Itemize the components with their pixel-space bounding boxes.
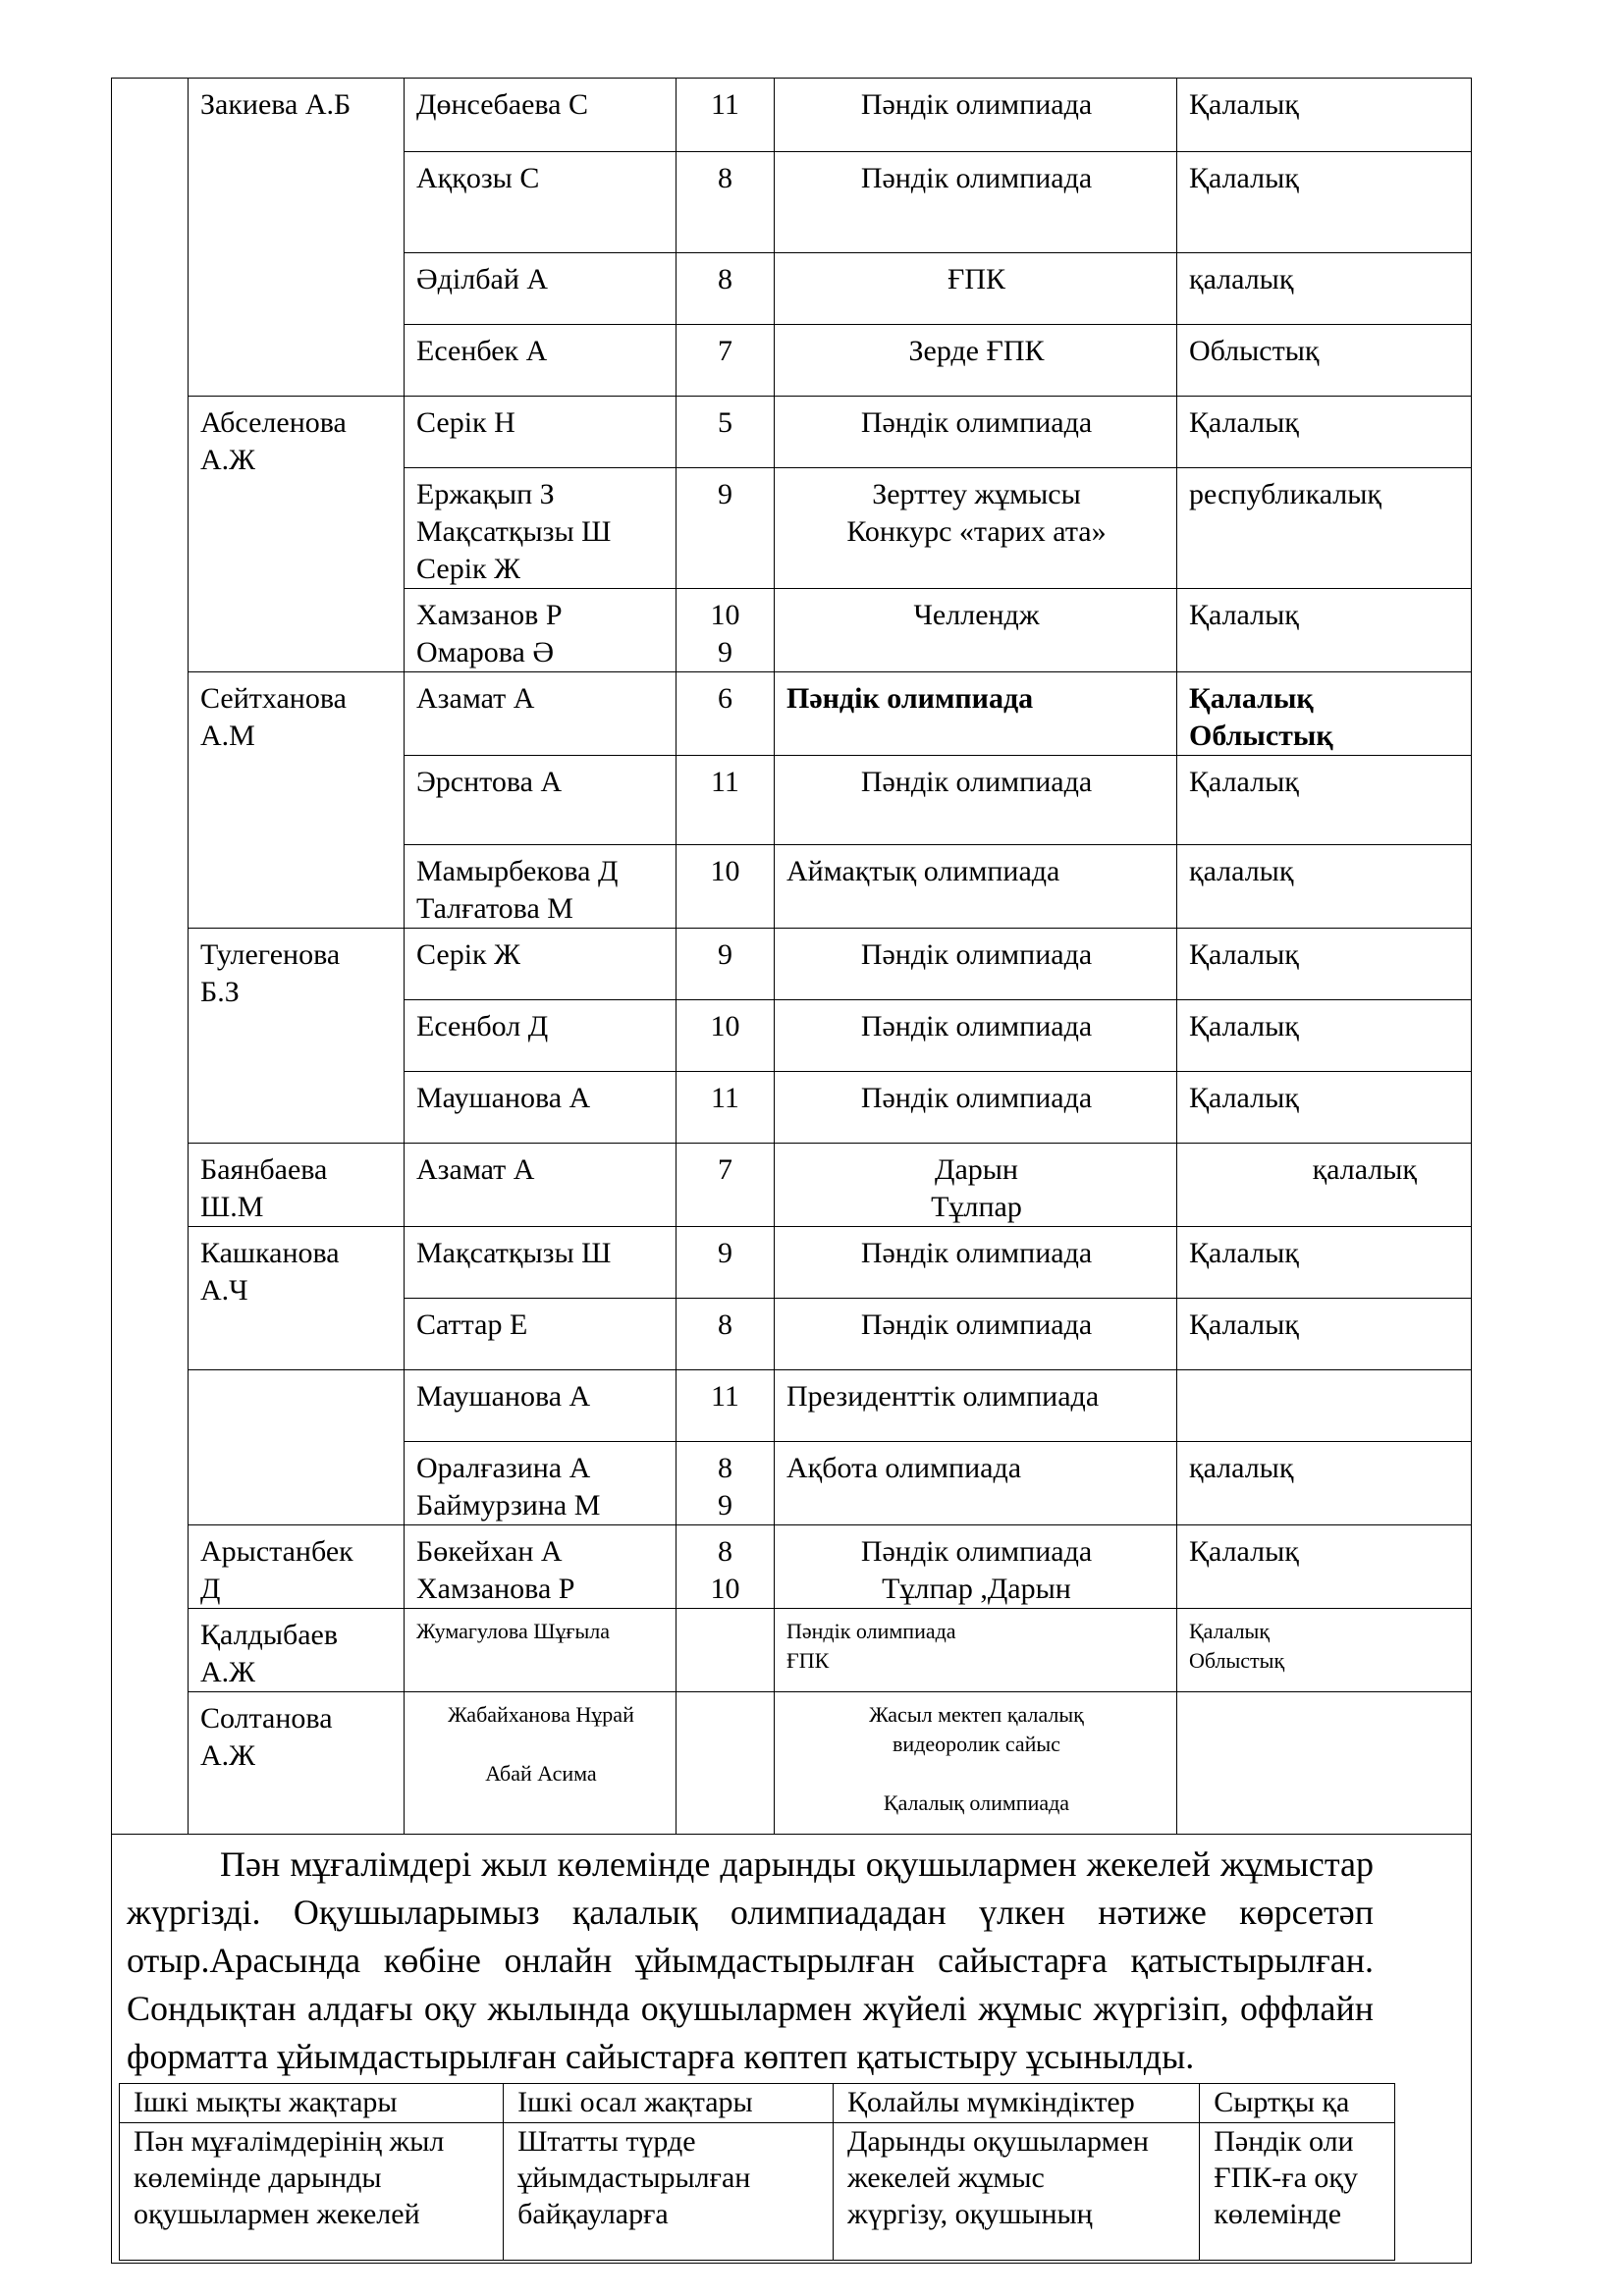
cell-line: Қалалық xyxy=(1189,938,1299,971)
cell-line: Абселенова xyxy=(200,406,347,439)
table-row xyxy=(112,1144,1472,1227)
cell-line: Пәндік олимпиада xyxy=(860,938,1093,971)
level-cell xyxy=(1177,397,1472,468)
teacher-cell xyxy=(189,1370,405,1525)
cell-line: ҒПК xyxy=(786,1648,830,1673)
table-row xyxy=(112,79,1472,152)
cell-line: қалалық xyxy=(1189,855,1294,887)
cell-line: 7 xyxy=(718,1153,732,1186)
cell-line: Жасыл мектеп қалалық xyxy=(869,1702,1084,1727)
cell-line: республикалық xyxy=(1189,478,1381,510)
cell-line: Хамзанова Р xyxy=(416,1573,575,1605)
cell-line: Эрснтова А xyxy=(416,766,563,798)
cell-line: Тұлпар ,Дарын xyxy=(882,1573,1071,1605)
swot-header-weaknesses: Ішкі осал жақтары xyxy=(504,2084,834,2123)
cell-line: Қалалық xyxy=(1189,406,1299,439)
cell-line: Пәндік олимпиада xyxy=(786,1619,956,1643)
cell-line: Есенбек А xyxy=(416,335,548,367)
cell-line: Жумагулова Шұғыла xyxy=(416,1619,611,1643)
teacher-cell xyxy=(189,1692,405,1835)
event-cell xyxy=(775,589,1177,672)
student-name-cell xyxy=(405,1370,677,1442)
grade-cell xyxy=(677,79,775,152)
cell-line xyxy=(416,1730,666,1759)
cell-line: Ержақып З xyxy=(416,478,555,510)
level-cell xyxy=(1177,1609,1472,1692)
student-name-cell xyxy=(405,1525,677,1609)
swot-line: Пәндік оли xyxy=(1214,2125,1354,2158)
event-cell xyxy=(775,1227,1177,1299)
swot-line: Штатты түрде xyxy=(517,2125,696,2158)
cell-line: А.Ж xyxy=(200,444,256,476)
table-row xyxy=(112,1609,1472,1692)
cell-line: Қалалық xyxy=(1189,88,1299,121)
cell-line: Б.З xyxy=(200,976,240,1008)
level-cell xyxy=(1177,253,1472,325)
cell-line: Солтанова xyxy=(200,1702,333,1735)
cell-line: 11 xyxy=(711,1380,739,1413)
level-cell xyxy=(1177,468,1472,589)
grade-cell xyxy=(677,1299,775,1370)
cell-line: Мақсатқызы Ш xyxy=(416,515,612,548)
cell-line: 8 xyxy=(718,1452,732,1484)
cell-line: Омарова Ә xyxy=(416,636,555,668)
event-cell xyxy=(775,79,1177,152)
cell-line: А.М xyxy=(200,720,255,752)
level-cell xyxy=(1177,1299,1472,1370)
cell-line: А.Ч xyxy=(200,1274,248,1307)
level-cell xyxy=(1177,1442,1472,1525)
cell-line: Облыстық xyxy=(1189,335,1320,367)
cell-line: 8 xyxy=(718,162,732,194)
cell-line: Қалалық олимпиада xyxy=(883,1790,1070,1815)
swot-line: жүргізу, оқушының xyxy=(847,2198,1093,2230)
student-name-cell xyxy=(405,152,677,253)
cell-line: 11 xyxy=(711,1082,739,1114)
cell-line: Есенбол Д xyxy=(416,1010,549,1042)
grade-cell xyxy=(677,325,775,397)
cell-line: Қалалық xyxy=(1189,1619,1271,1643)
cell-line: Пәндік олимпиада xyxy=(860,766,1093,798)
cell-line: Ш.М xyxy=(200,1191,264,1223)
grade-cell xyxy=(677,1442,775,1525)
grade-cell xyxy=(677,1370,775,1442)
cell-line: қалалық xyxy=(1189,1452,1294,1484)
swot-line: ҒПК-ға оқу xyxy=(1214,2162,1358,2194)
grade-cell xyxy=(677,672,775,756)
grade-cell xyxy=(677,1144,775,1227)
table-row xyxy=(112,1370,1472,1442)
cell-line: Конкурс «тарих ата» xyxy=(846,515,1107,548)
level-cell xyxy=(1177,1525,1472,1609)
cell-line: Қалалық xyxy=(1189,1535,1299,1568)
student-name-cell xyxy=(405,1144,677,1227)
cell-line: Жабайханова Нұрай xyxy=(448,1702,634,1727)
cell-line: Аққозы С xyxy=(416,162,540,194)
cell-line: 6 xyxy=(718,682,732,715)
swot-cell-opportunities xyxy=(834,2123,1200,2261)
event-cell xyxy=(775,152,1177,253)
left-margin-cell xyxy=(112,79,189,1835)
cell-line: Дөнсебаева С xyxy=(416,88,589,121)
cell-line: 8 xyxy=(718,1308,732,1341)
swot-cell-threats xyxy=(1200,2123,1395,2261)
cell-line: Қалалық xyxy=(1189,1082,1299,1114)
grade-cell xyxy=(677,468,775,589)
student-name-cell xyxy=(405,1000,677,1072)
event-cell xyxy=(775,468,1177,589)
student-name-cell xyxy=(405,929,677,1000)
cell-line: Аймақтық олимпиада xyxy=(786,855,1060,887)
table-row xyxy=(112,672,1472,756)
teacher-cell xyxy=(189,1144,405,1227)
level-cell xyxy=(1177,152,1472,253)
cell-line: Арыстанбек xyxy=(200,1535,353,1568)
cell-line: 9 xyxy=(718,1489,732,1522)
swot-line: Дарынды оқушылармен xyxy=(847,2125,1149,2158)
swot-line: жекелей жұмыс xyxy=(847,2162,1045,2194)
student-name-cell xyxy=(405,672,677,756)
student-name-cell xyxy=(405,756,677,845)
student-name-cell xyxy=(405,253,677,325)
summary-paragraph: Пән мұғалімдері жыл көлемінде дарынды оқушылармен жекелей жұмыстар жүргізді. Оқушыларымыз қалалық олимпиададан үлкен нәтиже көрсетәп отыр.Арасында көбіне онлайн ұйымдастырылған сайыстарға қатыстырылған. Сондықтан алдағы оқу жылында оқушылармен жүйелі жұмыс жүргізіп, оффлайн форматта ұйымдастырылған сайыстарға көптеп қатыстыру ұсынылды. xyxy=(127,1844,1374,2076)
cell-line: Баймурзина М xyxy=(416,1489,601,1522)
event-cell xyxy=(775,845,1177,929)
summary-cell xyxy=(112,1835,1472,2264)
cell-line: Облыстық xyxy=(1189,720,1333,752)
level-cell xyxy=(1177,589,1472,672)
event-cell xyxy=(775,1000,1177,1072)
grade-cell xyxy=(677,589,775,672)
table-row xyxy=(112,397,1472,468)
cell-line: Облыстық xyxy=(1189,1648,1285,1673)
cell-line: Пәндік олимпиада xyxy=(860,1308,1093,1341)
event-cell xyxy=(775,1525,1177,1609)
cell-line: 11 xyxy=(711,88,739,121)
teacher-cell xyxy=(189,79,405,397)
cell-line xyxy=(1189,1378,1461,1415)
cell-line: Зерде ҒПК xyxy=(908,335,1045,367)
cell-line: Зерттеу жұмысы xyxy=(872,478,1081,510)
cell-line: Ақбота олимпиада xyxy=(786,1452,1022,1484)
cell-line: 11 xyxy=(711,766,739,798)
event-cell xyxy=(775,756,1177,845)
event-cell xyxy=(775,929,1177,1000)
cell-line: Сейтханова xyxy=(200,682,347,715)
cell-line: Мақсатқызы Ш xyxy=(416,1237,612,1269)
cell-line: 9 xyxy=(718,636,732,668)
swot-table-wrap xyxy=(119,2083,1395,2263)
cell-line xyxy=(786,1759,1166,1789)
cell-line: Пәндік олимпиада xyxy=(786,682,1034,715)
cell-line: Азамат А xyxy=(416,1153,535,1186)
level-cell xyxy=(1177,325,1472,397)
cell-line xyxy=(200,1378,394,1415)
cell-line: 8 xyxy=(718,263,732,295)
cell-line: 5 xyxy=(718,406,732,439)
level-cell xyxy=(1177,1692,1472,1835)
level-cell xyxy=(1177,672,1472,756)
level-cell xyxy=(1177,1370,1472,1442)
cell-line: 10 xyxy=(710,1010,740,1042)
student-name-cell xyxy=(405,1227,677,1299)
student-name-cell xyxy=(405,1442,677,1525)
cell-line: 9 xyxy=(718,478,732,510)
cell-line: Оралғазина А xyxy=(416,1452,591,1484)
grade-cell xyxy=(677,1000,775,1072)
cell-line: Серік Н xyxy=(416,406,515,439)
table-row xyxy=(112,1525,1472,1609)
level-cell xyxy=(1177,756,1472,845)
cell-line xyxy=(677,1617,774,1646)
event-cell xyxy=(775,1609,1177,1692)
swot-cell-strengths xyxy=(120,2123,504,2261)
student-name-cell xyxy=(405,1072,677,1144)
grade-cell xyxy=(677,1227,775,1299)
swot-line: көлемінде дарынды xyxy=(134,2162,382,2194)
event-cell xyxy=(775,1692,1177,1835)
cell-line: Мамырбекова Д xyxy=(416,855,619,887)
cell-line: Маушанова А xyxy=(416,1082,591,1114)
table-row xyxy=(112,1692,1472,1835)
grade-cell xyxy=(677,1692,775,1835)
student-name-cell xyxy=(405,397,677,468)
student-name-cell xyxy=(405,1692,677,1835)
cell-line: Пәндік олимпиада xyxy=(860,88,1093,121)
event-cell xyxy=(775,325,1177,397)
event-cell xyxy=(775,1442,1177,1525)
swot-line: Пән мұғалімдерінің жыл xyxy=(134,2125,445,2158)
swot-line: көлемінде xyxy=(1214,2198,1342,2230)
cell-line: Президенттік олимпиада xyxy=(786,1380,1100,1413)
grade-cell xyxy=(677,845,775,929)
cell-line: 7 xyxy=(718,335,732,367)
level-cell xyxy=(1177,79,1472,152)
student-name-cell xyxy=(405,468,677,589)
cell-line: қалалық xyxy=(1189,263,1294,295)
cell-line: Пәндік олимпиада xyxy=(860,406,1093,439)
student-name-cell xyxy=(405,79,677,152)
event-cell xyxy=(775,1072,1177,1144)
cell-line: Кашканова xyxy=(200,1237,340,1269)
cell-line: Азамат А xyxy=(416,682,535,715)
cell-line: Пәндік олимпиада xyxy=(860,1535,1093,1568)
cell-line: Қалалық xyxy=(1189,1308,1299,1341)
level-cell xyxy=(1177,1072,1472,1144)
swot-table xyxy=(119,2083,1395,2261)
cell-line: Дарын xyxy=(935,1153,1018,1186)
student-name-cell xyxy=(405,589,677,672)
event-cell xyxy=(775,253,1177,325)
cell-line: Қалалық xyxy=(1189,162,1299,194)
cell-line: ҒПК xyxy=(947,263,1006,295)
grade-cell xyxy=(677,1525,775,1609)
cell-line: А.Ж xyxy=(200,1739,256,1772)
swot-line: оқушылармен жекелей xyxy=(134,2198,420,2230)
cell-line: 9 xyxy=(718,1237,732,1269)
student-name-cell xyxy=(405,1609,677,1692)
cell-line: Қалалық xyxy=(1189,599,1299,631)
grade-cell xyxy=(677,1072,775,1144)
table-row xyxy=(112,1227,1472,1299)
cell-line: А.Ж xyxy=(200,1656,256,1688)
grade-cell xyxy=(677,253,775,325)
cell-line: Маушанова А xyxy=(416,1380,591,1413)
event-cell xyxy=(775,1144,1177,1227)
student-name-cell xyxy=(405,325,677,397)
teacher-cell xyxy=(189,1525,405,1609)
event-cell xyxy=(775,397,1177,468)
table-row xyxy=(112,929,1472,1000)
event-cell xyxy=(775,1299,1177,1370)
cell-line: Қалалық xyxy=(1189,1010,1299,1042)
cell-line: Хамзанов Р xyxy=(416,599,563,631)
cell-line: Қалалық xyxy=(1189,682,1314,715)
level-cell xyxy=(1177,845,1472,929)
level-cell xyxy=(1177,1144,1472,1227)
swot-line: ұйымдастырылған xyxy=(517,2162,751,2194)
event-cell xyxy=(775,672,1177,756)
teacher-cell xyxy=(189,1227,405,1370)
cell-line: Серік Ж xyxy=(416,938,520,971)
cell-line: Қалалық xyxy=(1189,1237,1299,1269)
cell-line: Қалдыбаев xyxy=(200,1619,339,1651)
grade-cell xyxy=(677,1609,775,1692)
student-name-cell xyxy=(405,1299,677,1370)
swot-header-strengths: Ішкі мықты жақтары xyxy=(120,2084,504,2123)
level-cell xyxy=(1177,929,1472,1000)
cell-line: Баянбаева xyxy=(200,1153,328,1186)
cell-line: Пәндік олимпиада xyxy=(860,1237,1093,1269)
cell-line: 8 xyxy=(718,1535,732,1568)
level-cell xyxy=(1177,1227,1472,1299)
teacher-cell xyxy=(189,672,405,929)
cell-line: Талғатова М xyxy=(416,892,573,925)
cell-line xyxy=(1189,1700,1461,1730)
cell-line: 10 xyxy=(710,855,740,887)
student-name-cell xyxy=(405,845,677,929)
cell-line: қалалық xyxy=(1312,1153,1417,1186)
grade-cell xyxy=(677,929,775,1000)
swot-cell-weaknesses xyxy=(504,2123,834,2261)
teacher-cell xyxy=(189,1609,405,1692)
cell-line: Әділбай А xyxy=(416,263,549,295)
cell-line: Серік Ж xyxy=(416,553,520,585)
cell-line: видеоролик сайыс xyxy=(893,1732,1060,1756)
grade-cell xyxy=(677,152,775,253)
cell-line: Саттар Е xyxy=(416,1308,528,1341)
swot-header-opportunities: Қолайлы мүмкіндіктер xyxy=(834,2084,1200,2123)
results-table xyxy=(111,78,1472,2264)
cell-line: Д xyxy=(200,1573,221,1605)
cell-line: Абай Асима xyxy=(485,1761,597,1786)
grade-cell xyxy=(677,397,775,468)
swot-line: байқауларға xyxy=(517,2198,669,2230)
cell-line: Пәндік олимпиада xyxy=(860,1082,1093,1114)
cell-line: Қалалық xyxy=(1189,766,1299,798)
cell-line: Закиева А.Б xyxy=(200,88,352,121)
cell-line: 10 xyxy=(710,1573,740,1605)
cell-line: Пәндік олимпиада xyxy=(860,1010,1093,1042)
cell-line: 9 xyxy=(718,938,732,971)
cell-line: Челлендж xyxy=(913,599,1040,631)
level-cell xyxy=(1177,1000,1472,1072)
event-cell xyxy=(775,1370,1177,1442)
cell-line: Тұлпар xyxy=(931,1191,1022,1223)
teacher-cell xyxy=(189,397,405,672)
teacher-cell xyxy=(189,929,405,1144)
swot-header-threats: Сыртқы қа xyxy=(1200,2084,1395,2123)
cell-line: 10 xyxy=(710,599,740,631)
cell-line: Бөкейхан А xyxy=(416,1535,563,1568)
grade-cell xyxy=(677,756,775,845)
cell-line: Тулегенова xyxy=(200,938,341,971)
cell-line xyxy=(677,1700,774,1730)
cell-line: Пәндік олимпиада xyxy=(860,162,1093,194)
